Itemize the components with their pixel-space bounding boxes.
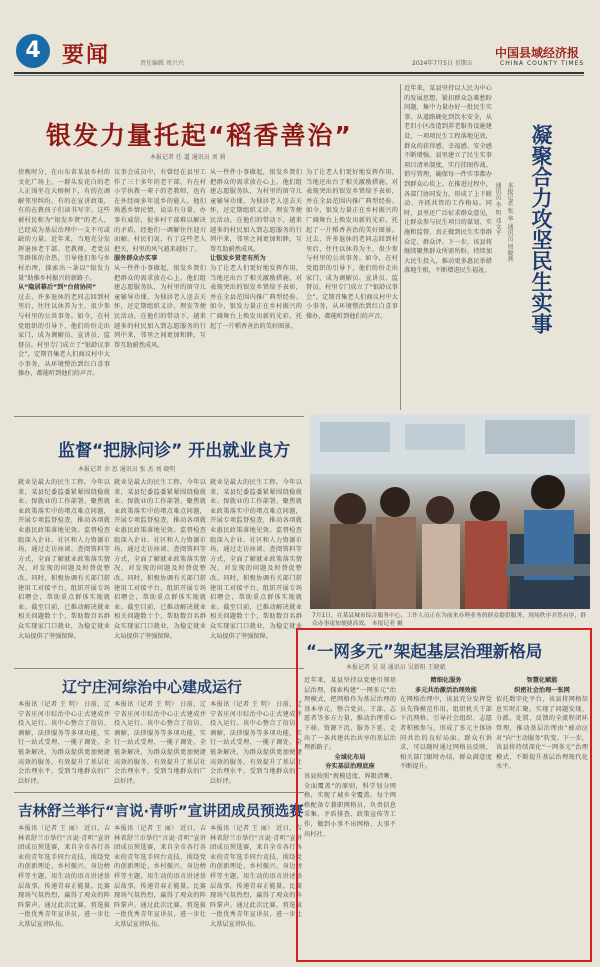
feature-subhead-2: 精细化服务 [430,677,462,684]
feature-subhead-1: 全域化布局 [334,753,366,761]
lead-body-3b: 从一件件小事做起，银发乡贤们把群众的需求放在心上。他们组建志愿服务队，为村里的留守儿童辅导功课，为独居老人送去关怀，还定期组织义诊、理发等便民活动。在他们的带动下，越来越多的村民加入到志愿服务的行列中来，邻里之间更加和睦，互帮互助蔚然成风。 [210,169,302,253]
zhuanghe-column-2: 本报讯（记者 王 明） 日前，辽宁省庄河市综治中心正式建成并投入运行。该中心整合了信访、调解、法律服务等多项功能，实行一站式受理、一揽子调处、全链条解决，为群众提供更加便捷高效的服务，有效提升了基层社会治理水平，受到当地群众的广泛好评。 [114,701,206,785]
side-story-headline: 凝聚合力攻坚民生实事 [529,124,553,334]
paper-name: 中国县域经济报 [495,46,580,60]
feature-column-2 [400,676,492,956]
section-number-badge: 4 [16,34,50,68]
employment-headline: 监督“把脉问诊” 开出就业良方 [58,441,291,461]
page-header [0,0,600,78]
feature-body-2: 该县按照“规模适度、界限清晰、全面覆盖”的原则，科学划分网格，实现了城乡全覆盖。每个网格配备专兼职网格员，负责信息采集、矛盾排查、政策宣传等工作，做到小事不出网格、大事不出村社。 [304,772,396,838]
shulan-column-1: 本报讯（记者 王 丽） 近日，吉林省舒兰市举行“言说·青听”宣讲团成员预选赛，来自全市各行各业的青年选手同台竞技，围绕党的创新理论、乡村振兴、身边榜样等主题，用生动的语言讲述基层故事，传递青春正能量。比赛现场气氛热烈，赢得了观众的阵阵掌声。通过此次比赛，将选拔一批优秀青年宣讲员，进一步壮大基层宣讲队伍。 [18,825,110,928]
feature-body-3: 在网格治理中，该县充分发挥党员先锋模范作用，组织机关干部下沉网格，引导社会组织、志愿者积极参与，形成了多元主体协同共治的良好局面。群众有诉求，可以随时通过网格员反映，相关部门限时办结，群众满意度不断提升。 [400,696,492,771]
feature-subhead-2b: 多元共治激活治理效能 [415,686,477,694]
lead-column-3 [210,168,302,414]
feature-byline: 本报记者 吴 昊 通讯员 吴新阳 王晓斌 [346,664,446,671]
column-divider [400,84,401,410]
employment-byline: 本报记者 余 思 通讯员 张 杰 刘 晓明 [78,466,176,473]
lead-body-4: 为了让老人们更好地发挥作用，当地还出台了相关激励措施，对表现突出的银发乡贤给予表彰，并在全县范围内推广典型经验。如今，银发力量正在乡村振兴的广阔舞台上焕发出新的光彩，托起了一片稻香善治的美好图景。 [210,264,302,330]
lead-column-1 [18,168,110,414]
paper-name-en: CHINA COUNTY TIMES [500,60,585,67]
lead-column-4 [306,168,398,408]
feature-body-4: 依托数字化平台，该县将网格信息实时汇聚，实现了问题发现、分派、处置、反馈的全流程闭环管理，推动基层治理由“被动应对”向“主动服务”转变。下一步，该县将持续深化“一网多元”治理模式，不断提升基层治理现代化水平。 [496,696,588,771]
section-divider [14,416,304,417]
employment-column-2: 就业是最大的民生工程。今年以来，某县纪委监委紧紧围绕稳就业、保就业的工作部署，聚焦就业政策落实中的堵点难点问题，开展专项监督检查，推动各项就业惠民政策落地见效。监督检查组深入企业、社区和人力资源市场，通过走访座谈、查阅资料等方式，全面了解就业政策落实情况，对发现的问题及时督促整改。同时，积极协调有关部门搭建用工对接平台，组织开展专场招聘会，帮助重点群体实现就业。截至目前，已推动解决就业相关问题数十个，帮助数百名群众实现家门口就业，为稳定就业大局提供了坚强保障。 [114,479,206,640]
lead-column-2 [114,168,206,414]
employment-column-1: 就业是最大的民生工程。今年以来，某县纪委监委紧紧围绕稳就业、保就业的工作部署，聚焦就业政策落实中的堵点难点问题，开展专项监督检查，推动各项就业惠民政策落地见效。监督检查组深入企业、社区和人力资源市场，通过走访座谈、查阅资料等方式，全面了解就业政策落实情况，对发现的问题及时督促整改。同时，积极协调有关部门搭建用工对接平台，组织开展专场招聘会，帮助重点群体实现就业。截至目前，已推动解决就业相关问题数十个，帮助数百名群众实现家门口就业，为稳定就业大局提供了坚强保障。 [18,479,110,640]
section-title: 要闻 [62,43,111,68]
side-story-body: 近年来，某县坚持以人民为中心的发展思想，紧扣群众急难愁盼问题，集中力量办好一批民生实事。从道路硬化到饮水安全，从老旧小区改造到养老服务设施建设，一项项民生工程落地见效，群众的获得感、幸福感、安全感不断增强。县里建立了民生实事项目清单制度，实行挂图作战、销号管理，确保每一件实事都办到群众心坎上。在推进过程中，各部门协同发力，形成了上下联动、齐抓共管的工作格局。同时，县里还广泛征求群众意见，让群众参与民生项目的谋划、实施和监督，真正做到民生实事群众定、群众评。下一步，该县将继续聚焦群众所需所盼，持续加大民生投入，推动更多惠民举措落地生根，不断增进民生福祉。 [404,85,492,275]
header-rule-thin [14,75,584,76]
lead-body-4b: 为了让老人们更好地发挥作用，当地还出台了相关激励措施，对表现突出的银发乡贤给予表彰，并在全县范围内推广典型经验。如今，银发力量正在乡村振兴的广阔舞台上焕发出新的光彩，托起了一片稻香善治的美好图景。 [306,169,398,234]
header-rule [14,72,584,74]
feature-subhead-3: 智慧化赋能 [526,677,558,684]
zhuanghe-column-3: 本报讯（记者 王 明） 日前，辽宁省庄河市综治中心正式建成并投入运行。该中心整合了信访、调解、法律服务等多项功能，实行一站式受理、一揽子调处、全链条解决，为群众提供更加便捷高效的服务，有效提升了基层社会治理水平，受到当地群众的广泛好评。 [210,701,302,785]
lead-body-3: 从一件件小事做起，银发乡贤们把群众的需求放在心上。他们组建志愿服务队，为村里的留守儿童辅导功课，为独居老人送去关怀，还定期组织义诊、理发等便民活动。在他们的带动下，越来越多的村民加入到志愿服务的行列中来，邻里之间更加和睦，互帮互助蔚然成风。 [114,264,206,349]
lead-byline: 本报记者 任 道 通讯员 刘 莉 [150,154,226,161]
feature-headline: “一网多元”架起基层治理新格局 [306,642,543,661]
lead-subhead-1: 从“隐居幕后”到“台前协同” [18,284,97,292]
feature-body-1: 近年来，某县坚持以党建引领基层治理，探索构建“一网多元”治理模式，把网格作为基层治理的基本单元，整合党员、干部、志愿者等多方力量，推动治理重心下移、资源下沉、服务下延，走出了一条共建共治共享的基层治理新路子。 [304,677,396,752]
lead-body-1b: 过去，许多退休的老同志回到村里后，往往以休养为主，很少参与村里的公共事务。如今，在村党组织的引导下，他们纷纷走出家门，成为调解员、宣讲员、监督员。村里专门成立了“银龄议事会”，定期召集老人们商议村中大小事务，从环境整治到红白喜事操办，都能听到他们的声音。 [306,236,398,320]
zhuanghe-headline: 辽宁庄河综治中心建成运行 [62,678,243,696]
shulan-column-3: 本报讯（记者 王 丽） 近日，吉林省舒兰市举行“言说·青听”宣讲团成员预选赛，来自全市各行各业的青年选手同台竞技，围绕党的创新理论、乡村振兴、身边榜样等主题，用生动的语言讲述基层故事，传递青春正能量。比赛现场气氛热烈，赢得了观众的阵阵掌声。通过此次比赛，将选拔一批优秀青年宣讲员，进一步壮大基层宣讲队伍。 [210,825,302,928]
lead-subhead-3: 让银发乡贤老有所为 [210,255,266,263]
news-photo [310,414,590,609]
photo-caption: 7月1日，在某县城市综合服务中心，工作人员正在为前来办理业务的群众提供服务，现场秩序井然有序，群众办事更加便捷高效。 本报记者 摄 [312,613,587,627]
employment-column-3: 就业是最大的民生工程。今年以来，某县纪委监委紧紧围绕稳就业、保就业的工作部署，聚焦就业政策落实中的堵点难点问题，开展专项监督检查，推动各项就业惠民政策落地见效。监督检查组深入企业、社区和人力资源市场，通过走访座谈、查阅资料等方式，全面了解就业政策落实情况，对发现的问题及时督促整改。同时，积极协调有关部门搭建用工对接平台，组织开展专场招聘会，帮助重点群体实现就业。截至目前，已推动解决就业相关问题数十个，帮助数百名群众实现家门口就业，为稳定就业大局提供了坚强保障。 [210,479,302,640]
lead-body-2: 议事会成员中，有曾经在县里工作了三十多年的老干部，有在村小学执教一辈子的老教师，也有在外经商多年返乡的能人。他们熟悉乡情民情，说话有分量，办事有威信，很多村干部难以解决的矛盾，经他们一调解往往迎刃而解。村民们说，有了这些老人把关，村里的风气越来越好了。 [114,169,206,253]
shulan-column-2: 本报讯（记者 王 丽） 近日，吉林省舒兰市举行“言说·青听”宣讲团成员预选赛，来自全市各行各业的青年选手同台竞技，围绕党的创新理论、乡村振兴、身边榜样等主题，用生动的语言讲述基层故事，传递青春正能量。比赛现场气氛热烈，赢得了观众的阵阵掌声。通过此次比赛，将选拔一批优秀青年宣讲员，进一步壮大基层宣讲队伍。 [114,825,206,928]
feature-column-3 [496,676,588,956]
section-divider-2 [14,668,304,669]
section-divider-3 [14,792,304,793]
zhuanghe-column-1: 本报讯（记者 王 明） 日前，辽宁省庄河市综治中心正式建成并投入运行。该中心整合了信访、调解、法律服务等多项功能，实行一站式受理、一揽子调处、全链条解决，为群众提供更加便捷高效的服务，有效提升了基层社会治理水平，受到当地群众的广泛好评。 [18,701,110,785]
lead-body-1: 过去，许多退休的老同志回到村里后，往往以休养为主，很少参与村里的公共事务。如今，在村党组织的引导下，他们纷纷走出家门，成为调解员、宣讲员、监督员。村里专门成立了“银龄议事会”，定期召集老人们商议村中大小事务，从环境整治到红白喜事操办，都能听到他们的声音。 [18,293,110,378]
lead-headline: 银发力量托起“稻香善治” [46,121,353,150]
feature-column-1 [304,676,396,956]
lead-intro: 傍晚时分，在山东省某县乡村的文化广场上，一群头发花白的老人正围坐在大榕树下，有的在调解邻里纠纷，有的在宣讲政策，有的在教孩子们读书写字。这些被村民称为“银发乡贤”的老人，已经成为基层治理中一支不可或缺的力量。近年来，当地充分发挥退休老干部、老教师、老党员等群体的余热，引导他们参与乡村治理，探索出一条以“银发力量”助推乡村振兴的新路子。 [18,169,110,282]
side-story-byline-b: 通讯员 李 明 邓文平 [494,182,501,236]
feature-subhead-3b: 织密社会治理一张网 [514,686,570,694]
side-story-byline-a: 本报记者 张 华 通讯员 周晓燕 [506,182,513,262]
lead-subhead-2: 服务群众办实事 [114,255,158,263]
feature-subhead-1b: 夯实基层治理底座 [325,763,375,771]
issue-date: 2024年7月5日 星期五 [412,60,473,67]
shulan-headline: 吉林舒兰举行“言说·青听”宣讲团成员预选赛 [18,804,304,820]
service-hall-illustration [310,414,590,609]
editor-meta: 责任编辑 周兴兴 [140,60,184,67]
